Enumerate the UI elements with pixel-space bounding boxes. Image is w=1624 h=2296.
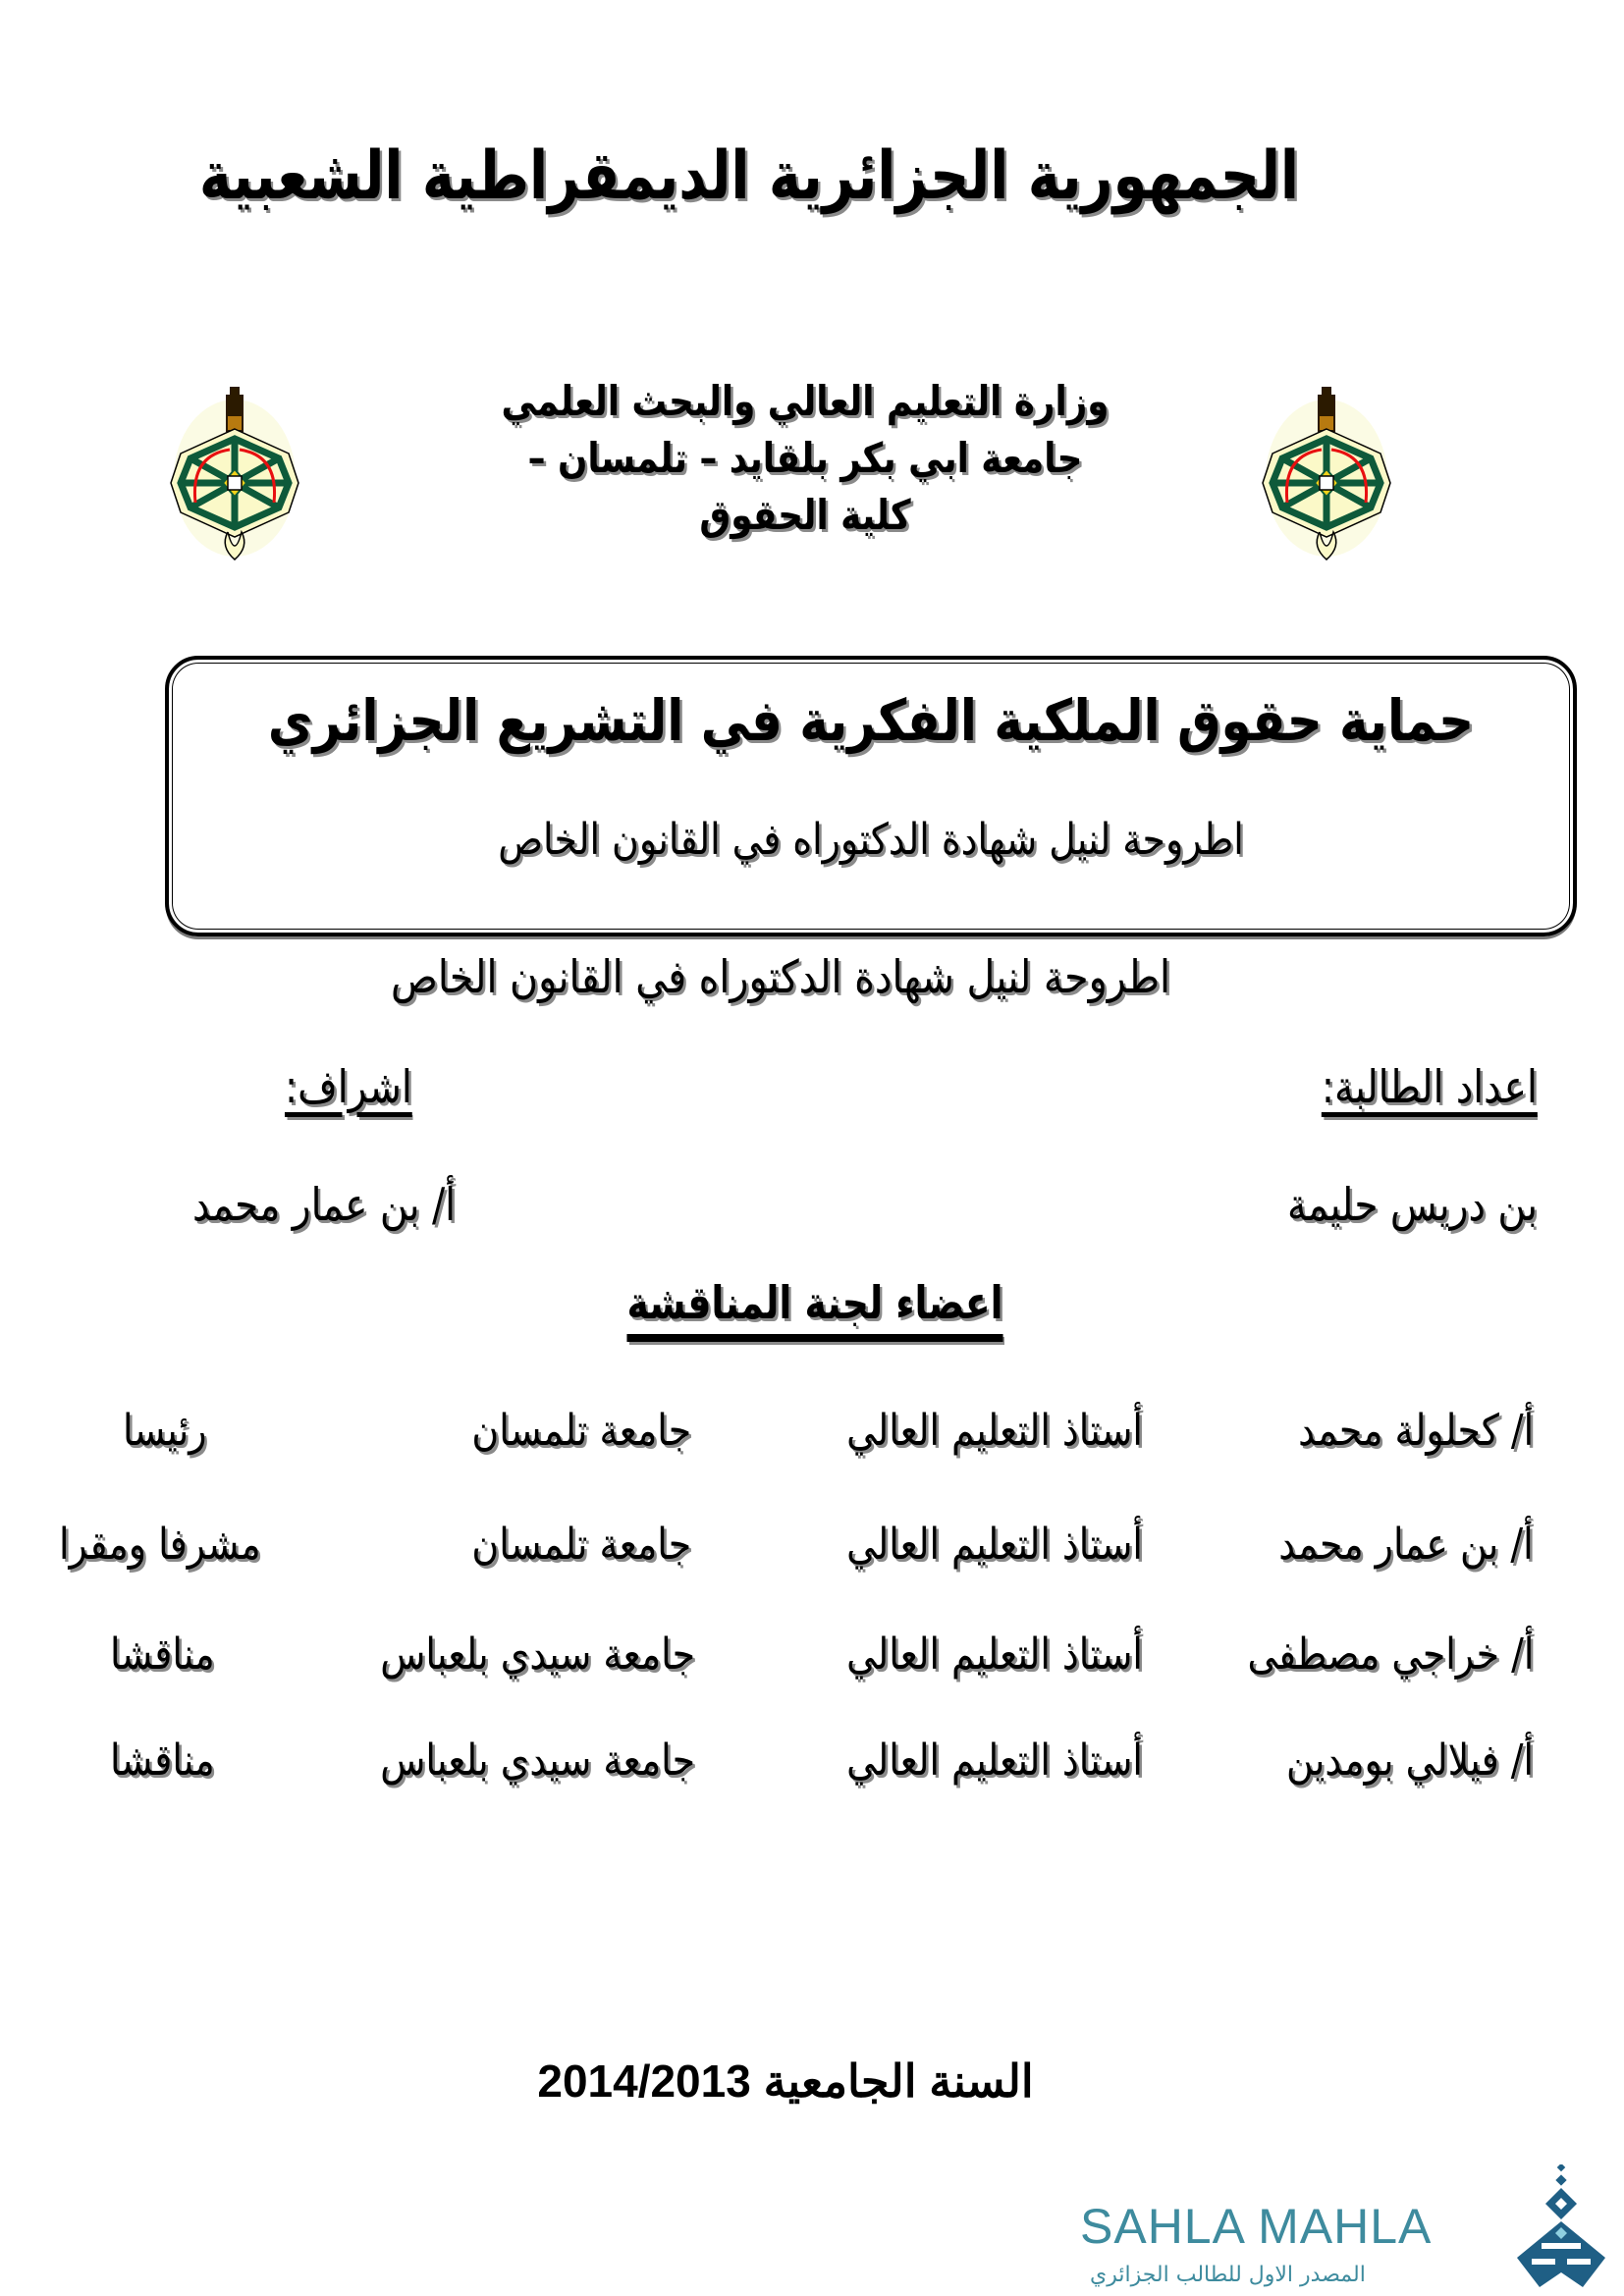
prepared-by-label: اعداد الطالبة: [1321, 1060, 1538, 1113]
member-role: مناقشا [110, 1735, 215, 1786]
member-name: أ/ فيلالي بومدين [1285, 1735, 1534, 1786]
university-emblem-right-icon [1243, 385, 1410, 561]
member-name: أ/ كحلولة محمد [1297, 1406, 1534, 1456]
republic-heading: الجمهورية الجزائرية الديمقراطية الشعبية [198, 137, 1299, 215]
calligraphy-logo-icon [1512, 2164, 1610, 2287]
member-rank: أستاذ التعليم العالي [846, 1629, 1143, 1680]
member-rank: أستاذ التعليم العالي [846, 1406, 1143, 1456]
member-rank: أستاذ التعليم العالي [846, 1735, 1143, 1786]
committee-row [0, 1735, 1624, 1804]
committee-row [0, 1629, 1624, 1698]
thesis-degree: اطروحة لنيل شهادة الدكتوراه في القانون الخاص [498, 815, 1244, 865]
member-university: جامعة سيدي بلعباس [380, 1735, 695, 1786]
member-name: أ/ بن عمار محمد [1278, 1520, 1534, 1570]
committee-row [0, 1520, 1624, 1588]
supervisor-name: أ/ بن عمار محمد [192, 1178, 457, 1231]
committee-row [0, 1406, 1624, 1474]
supervisor-label: اشراف: [285, 1060, 412, 1113]
institution-block [373, 373, 1237, 544]
member-university: جامعة تلمسان [471, 1520, 691, 1570]
degree-statement: اطروحة لنيل شهادة الدكتوراه في القانون الخاص [391, 950, 1170, 1003]
brand-tagline: المصدر الاول للطالب الجزائري [1090, 2263, 1366, 2287]
academic-year: السنة الجامعية 2014/2013 [537, 2056, 1034, 2107]
member-role: رئيسا [123, 1406, 207, 1456]
thesis-title: حماية حقوق الملكية الفكرية في التشريع الجزائري [267, 687, 1475, 754]
member-name: أ/ خراجي مصطفى [1247, 1629, 1534, 1680]
ministry-name: وزارة التعليم العالي والبحث العلمي [501, 377, 1110, 425]
brand-name: SAHLA MAHLA [1080, 2199, 1433, 2254]
member-role: مناقشا [110, 1629, 215, 1680]
member-university: جامعة تلمسان [471, 1406, 691, 1456]
faculty-name: كلية الحقوق [699, 491, 911, 539]
member-university: جامعة سيدي بلعباس [380, 1629, 695, 1680]
committee-heading: اعضاء لجنة المناقشة [626, 1276, 1003, 1329]
sahla-mahla-watermark [1080, 2164, 1610, 2287]
university-name: جامعة ابي بكر بلقايد – تلمسان – [527, 434, 1083, 482]
member-role: مشرفا ومقرا [59, 1520, 261, 1570]
student-name: بن دريس حليمة [1286, 1178, 1538, 1231]
university-emblem-left-icon [151, 385, 318, 561]
member-rank: أستاذ التعليم العالي [846, 1520, 1143, 1570]
